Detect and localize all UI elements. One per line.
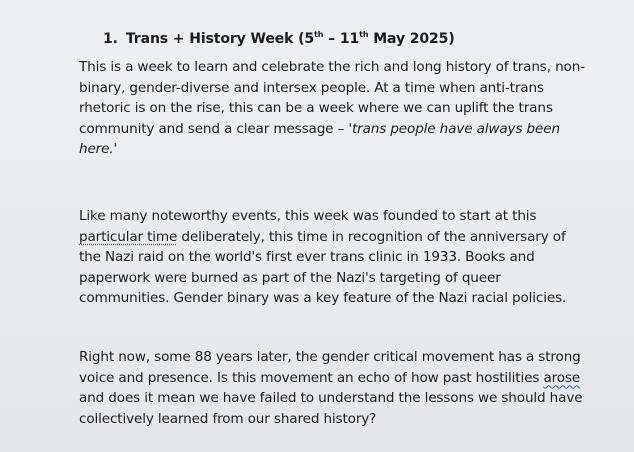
paragraph-2-line-3: the Nazi raid on the world's first ever trans clinic in 1933. Books and (79, 249, 535, 265)
paragraph-2-line-1: Like many noteworthy events, this week was founded to start at this (79, 208, 537, 224)
heading-dash: – 11 (323, 31, 360, 47)
paragraph-1-line-4-text: community and send a clear message – (79, 120, 349, 137)
heading-title-end: May 2025) (368, 31, 455, 47)
paragraph-2-line-4: paperwork were burned as part of the Nazi's targeting of queer (79, 269, 501, 286)
paragraph-3-line-2 (79, 368, 599, 389)
paragraph-1-line-4 (79, 119, 599, 140)
paragraph-1-line-1: This is a week to learn and celebrate the rich and long history of trans, non- (79, 59, 585, 75)
heading-number: 1. (103, 31, 118, 47)
paragraph-3 (79, 347, 599, 429)
section-heading (103, 31, 455, 47)
paragraph-3-line-4: collectively learned from our shared history? (79, 410, 377, 427)
paragraph-2 (79, 206, 599, 309)
paragraph-1 (79, 57, 599, 160)
paragraph-1-quote: 'trans people have always been (348, 120, 560, 137)
heading-sup-1: th (314, 30, 324, 39)
paragraph-1-line-5: here.' (79, 141, 118, 157)
spellcheck-flagged-word[interactable]: arose (543, 369, 581, 386)
heading-title-start: Trans + History Week (5 (125, 31, 315, 47)
paragraph-3-line-3: and does it mean we have failed to understand the lessons we should have (79, 390, 583, 406)
paragraph-2-line-2-text: deliberately, this time in recognition of the anniversary of (177, 228, 566, 245)
paragraph-3-line-1: Right now, some 88 years later, the gender critical movement has a strong (79, 349, 581, 365)
paragraph-3-line-2-text: voice and presence. Is this movement an echo of how past hostilities (79, 369, 544, 386)
paragraph-1-line-2: binary, gender-diverse and intersex people. At a time when anti-trans (79, 79, 544, 96)
paragraph-2-line-5: communities. Gender binary was a key feature of the Nazi racial policies. (79, 290, 567, 306)
paragraph-1-line-3: rhetoric is on the rise, this can be a week where we can uplift the trans (79, 100, 553, 116)
grammar-flagged-phrase[interactable]: particular time (79, 228, 178, 245)
heading-sup-2: th (359, 30, 369, 39)
paragraph-2-line-2 (79, 227, 599, 248)
